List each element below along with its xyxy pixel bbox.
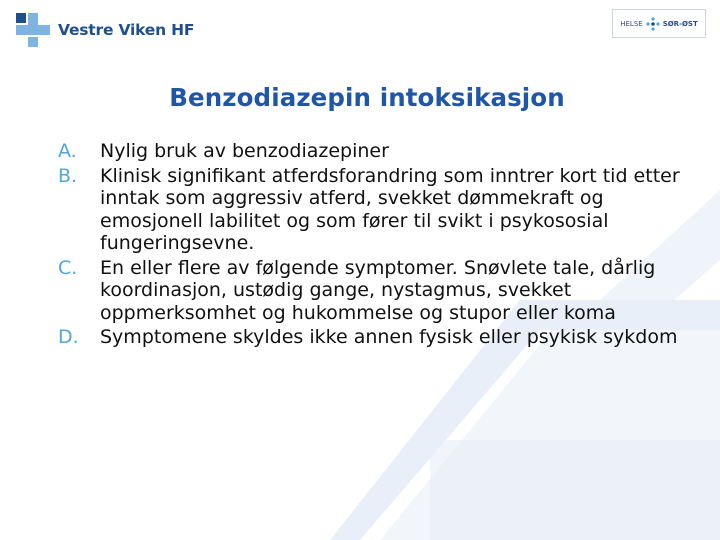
criteria-list	[58, 140, 688, 351]
list-item-text: En eller flere av følgende symptomer. Snøvlete tale, dårlig koordinasjon, ustødig gange, nystagmus, svekket oppmerksomhet og hukommelse og stupor eller koma	[100, 256, 656, 324]
cross-logo-icon	[16, 13, 50, 47]
list-item	[58, 140, 688, 163]
list-item	[58, 257, 688, 325]
dots-cross-icon	[646, 17, 660, 31]
list-marker: A.	[58, 140, 77, 162]
list-item	[58, 165, 688, 255]
list-marker: D.	[58, 326, 79, 348]
list-item-text: Klinisk signifikant atferdsforandring som inntrer kort tid etter inntak som aggressiv atferd, svekket dømmekraft og emosjonell labilitet og som fører til svikt i psykososial fungeringsevne.	[100, 164, 680, 254]
list-item	[58, 326, 688, 349]
list-item-text: Nylig bruk av benzodiazepiner	[100, 140, 389, 162]
helse-sor-ost-logo	[612, 9, 706, 38]
list-marker: C.	[58, 256, 78, 279]
helse-text: HELSE	[620, 19, 643, 28]
list-item-text: Symptomene skyldes ikke annen fysisk eller psykisk sykdom	[100, 326, 678, 348]
list-marker: B.	[58, 164, 78, 187]
slide-title: Benzodiazepin intoksikasjon	[169, 83, 565, 112]
organization-name: Vestre Viken HF	[58, 21, 195, 39]
sor-ost-text: SØR-ØST	[662, 19, 698, 28]
vestre-viken-logo	[16, 12, 194, 48]
